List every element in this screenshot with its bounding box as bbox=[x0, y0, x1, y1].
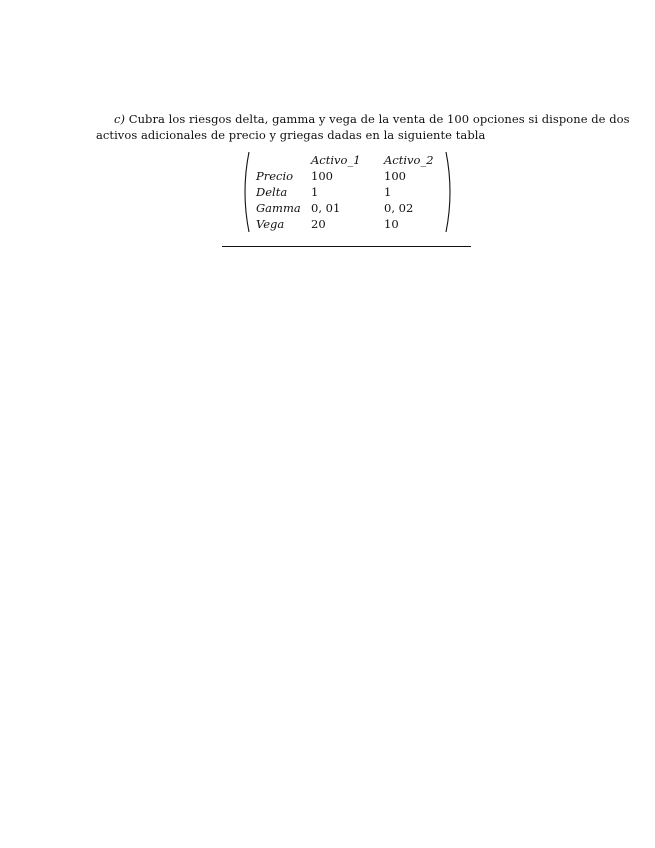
question-line-1 bbox=[96, 111, 630, 127]
question-marker: c) bbox=[114, 112, 126, 126]
cell-vega-activo-2: 10 bbox=[384, 217, 399, 231]
table-row bbox=[256, 200, 444, 216]
cell-vega-activo-1: 20 bbox=[311, 217, 326, 231]
cell-precio-activo-2: 100 bbox=[384, 169, 406, 183]
column-header-activo-1: Activo_1 bbox=[311, 153, 361, 167]
left-parenthesis bbox=[240, 151, 250, 233]
cell-delta-activo-1: 1 bbox=[311, 185, 319, 199]
cell-precio-activo-1: 100 bbox=[311, 169, 333, 183]
row-label-gamma: Gamma bbox=[256, 201, 301, 215]
row-label-delta: Delta bbox=[256, 185, 288, 199]
header-empty-cell bbox=[256, 152, 311, 168]
table-header-row bbox=[256, 152, 444, 168]
cell-gamma-activo-1: 0, 01 bbox=[311, 201, 341, 215]
table-row bbox=[256, 184, 444, 200]
row-label-precio: Precio bbox=[256, 169, 294, 183]
horizontal-rule bbox=[222, 246, 471, 247]
greeks-matrix bbox=[240, 151, 455, 233]
table-row bbox=[256, 168, 444, 184]
greeks-table bbox=[256, 152, 444, 232]
cell-delta-activo-2: 1 bbox=[384, 185, 392, 199]
column-header-activo-2: Activo_2 bbox=[384, 153, 434, 167]
row-label-vega: Vega bbox=[256, 217, 285, 231]
question-paragraph bbox=[96, 111, 630, 143]
question-text-line-1: Cubra los riesgos delta, gamma y vega de la venta de 100 opciones si dispone de dos bbox=[128, 112, 630, 126]
question-line-2: activos adicionales de precio y griegas dadas en la siguiente tabla bbox=[96, 128, 486, 142]
right-parenthesis bbox=[445, 151, 455, 233]
table-row bbox=[256, 216, 444, 232]
cell-gamma-activo-2: 0, 02 bbox=[384, 201, 414, 215]
